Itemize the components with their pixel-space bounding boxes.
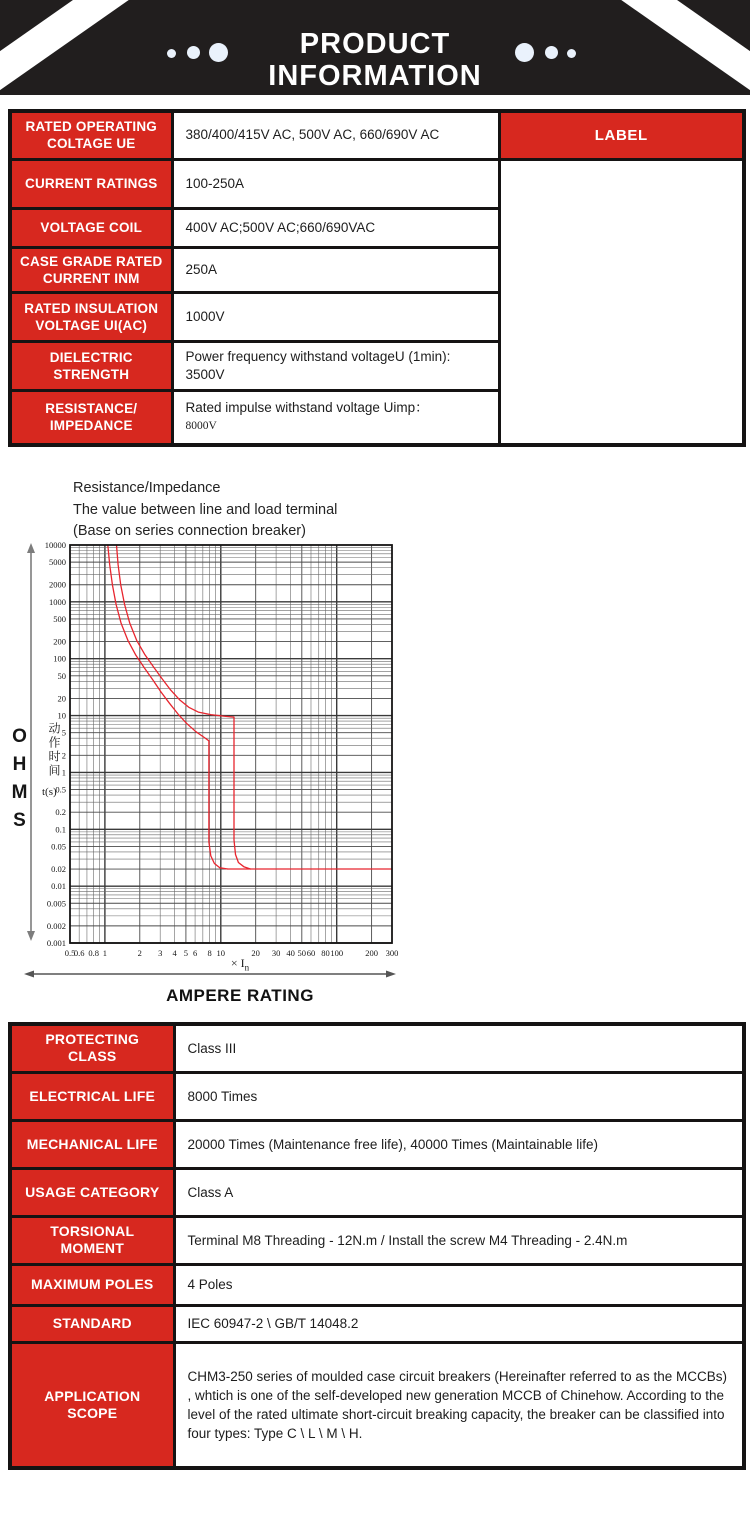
- spec-value: [172, 341, 499, 390]
- spec-label: CURRENT RATINGS: [10, 159, 172, 208]
- chart-note-line: Resistance/Impedance: [73, 480, 221, 496]
- spec-value: 380/400/415V AC, 500V AC, 660/690V AC: [172, 111, 499, 159]
- spec-value: 250A: [172, 247, 499, 292]
- svg-text:500: 500: [53, 613, 66, 624]
- svg-text:3: 3: [158, 948, 163, 958]
- svg-text:0.1: 0.1: [55, 824, 66, 835]
- detail-value: Class III: [174, 1024, 744, 1072]
- detail-label: PROTECTING CLASS: [10, 1024, 174, 1072]
- svg-text:50: 50: [297, 948, 307, 958]
- table-row: [10, 1024, 744, 1072]
- svg-text:0.8: 0.8: [88, 948, 99, 958]
- detail-label: TORSIONAL MOMENT: [10, 1216, 174, 1264]
- detail-label: USAGE CATEGORY: [10, 1168, 174, 1216]
- spec-value: [172, 390, 499, 445]
- svg-text:1: 1: [61, 767, 66, 778]
- detail-value: CHM3-250 series of moulded case circuit breakers (Hereinafter referred to as the MCCBs) , whtich is one of the self-developed new generation MCCB of Chinehow. According to the level of the rated ultimate short-circuit breaking capacity, the breaker can be classified into four types: Type C \ L \ M \ H.: [174, 1342, 744, 1468]
- spec-value: 400V AC;500V AC;660/690VAC: [172, 208, 499, 247]
- svg-text:0.005: 0.005: [46, 898, 66, 909]
- svg-text:2: 2: [61, 750, 66, 761]
- table-row: [10, 1342, 744, 1468]
- svg-text:50: 50: [57, 670, 66, 681]
- svg-text:2000: 2000: [49, 579, 66, 590]
- y-axis-unit-label: OHMS: [9, 726, 30, 838]
- svg-text:80: 80: [321, 948, 330, 958]
- svg-text:200: 200: [365, 948, 378, 958]
- svg-text:0.05: 0.05: [51, 841, 66, 852]
- detail-label: APPLICATION SCOPE: [10, 1342, 174, 1468]
- spec-value: 100-250A: [172, 159, 499, 208]
- svg-text:0.2: 0.2: [55, 807, 66, 818]
- svg-text:1000: 1000: [49, 596, 66, 607]
- svg-text:40: 40: [286, 948, 295, 958]
- page-title: [0, 28, 750, 92]
- svg-text:6: 6: [192, 948, 198, 958]
- svg-text:60: 60: [306, 948, 316, 958]
- svg-text:0.5: 0.5: [55, 784, 66, 795]
- table-row: [10, 1120, 744, 1168]
- detail-value: IEC 60947-2 \ GB/T 14048.2: [174, 1305, 744, 1342]
- svg-text:0.001: 0.001: [46, 938, 66, 948]
- spec-label: RATED OPERATING COLTAGE UE: [10, 111, 172, 159]
- detail-label: MAXIMUM POLES: [10, 1264, 174, 1305]
- detail-value: 20000 Times (Maintenance free life), 40000 Times (Maintainable life): [174, 1120, 744, 1168]
- chart-note-line: (Base on series connection breaker): [73, 523, 306, 539]
- spec-label: RATED INSULATION VOLTAGE UI(AC): [10, 292, 172, 341]
- svg-text:300: 300: [385, 948, 399, 958]
- detail-value: 8000 Times: [174, 1072, 744, 1120]
- svg-text:5: 5: [183, 948, 189, 958]
- banner: [0, 0, 750, 95]
- table-row: [10, 111, 744, 159]
- svg-text:0.02: 0.02: [51, 864, 66, 875]
- label-column-header: LABEL: [499, 111, 744, 159]
- svg-text:30: 30: [271, 948, 281, 958]
- svg-text:200: 200: [53, 636, 66, 647]
- svg-text:0.5: 0.5: [64, 948, 76, 958]
- svg-text:10000: 10000: [44, 540, 66, 550]
- svg-text:8: 8: [207, 948, 212, 958]
- table-row: [10, 1168, 744, 1216]
- detail-label: MECHANICAL LIFE: [10, 1120, 174, 1168]
- svg-text:0.6: 0.6: [73, 948, 85, 958]
- page-title-line1: PRODUCT: [299, 28, 451, 60]
- x-axis-title: AMPERE RATING: [166, 986, 314, 1005]
- page-title-line2: INFORMATION: [268, 60, 482, 92]
- table-row: [10, 1264, 744, 1305]
- spec-label: VOLTAGE COIL: [10, 208, 172, 247]
- svg-text:20: 20: [251, 948, 260, 958]
- svg-text:0.01: 0.01: [51, 881, 66, 892]
- svg-text:5: 5: [61, 727, 66, 738]
- table-row: [10, 1216, 744, 1264]
- chart-notes: [73, 478, 337, 543]
- detail-label: ELECTRICAL LIFE: [10, 1072, 174, 1120]
- spec-label: CASE GRADE RATED CURRENT INM: [10, 247, 172, 292]
- chart-note-line: The value between line and load terminal: [73, 501, 338, 518]
- table-row: [10, 1072, 744, 1120]
- resistance-trip-curve-chart: [0, 535, 460, 980]
- spec-value-line2: 3500V: [185, 366, 225, 382]
- x-axis-unit-label: [70, 956, 410, 972]
- svg-text:10: 10: [57, 710, 66, 721]
- detail-label: STANDARD: [10, 1305, 174, 1342]
- svg-text:1: 1: [102, 948, 108, 958]
- svg-text:2: 2: [137, 948, 142, 958]
- spec-label: DIELECTRIC STRENGTH: [10, 341, 172, 390]
- svg-text:5000: 5000: [49, 557, 66, 568]
- y-axis-cn-label: 动作时间: [47, 722, 61, 778]
- detail-table: [8, 1022, 746, 1470]
- svg-text:100: 100: [330, 948, 344, 958]
- svg-text:0.002: 0.002: [46, 920, 66, 931]
- x-unit-main: × I: [230, 956, 245, 970]
- y-axis-ts-label: t(s): [42, 786, 57, 798]
- svg-text:4: 4: [172, 948, 177, 958]
- detail-value: Class A: [174, 1168, 744, 1216]
- label-column-empty-cell: [499, 159, 744, 445]
- detail-value: Terminal M8 Threading - 12N.m / Install the screw M4 Threading - 2.4N.m: [174, 1216, 744, 1264]
- spec-value-line1: Power frequency withstand voltageU (1min):: [185, 348, 451, 364]
- spec-value-line2: 8000V: [185, 420, 217, 433]
- detail-value: 4 Poles: [174, 1264, 744, 1305]
- x-unit-sub: n: [244, 962, 250, 973]
- svg-text:100: 100: [53, 653, 66, 664]
- spec-table: [8, 109, 746, 447]
- spec-value: 1000V: [172, 292, 499, 341]
- spec-label: RESISTANCE/ IMPEDANCE: [10, 390, 172, 445]
- spec-value-line1: Rated impulse withstand voltage Uimp：: [185, 400, 429, 416]
- svg-text:20: 20: [57, 693, 66, 704]
- table-row: [10, 1305, 744, 1342]
- svg-text:10: 10: [216, 948, 226, 958]
- table-row: [10, 159, 744, 208]
